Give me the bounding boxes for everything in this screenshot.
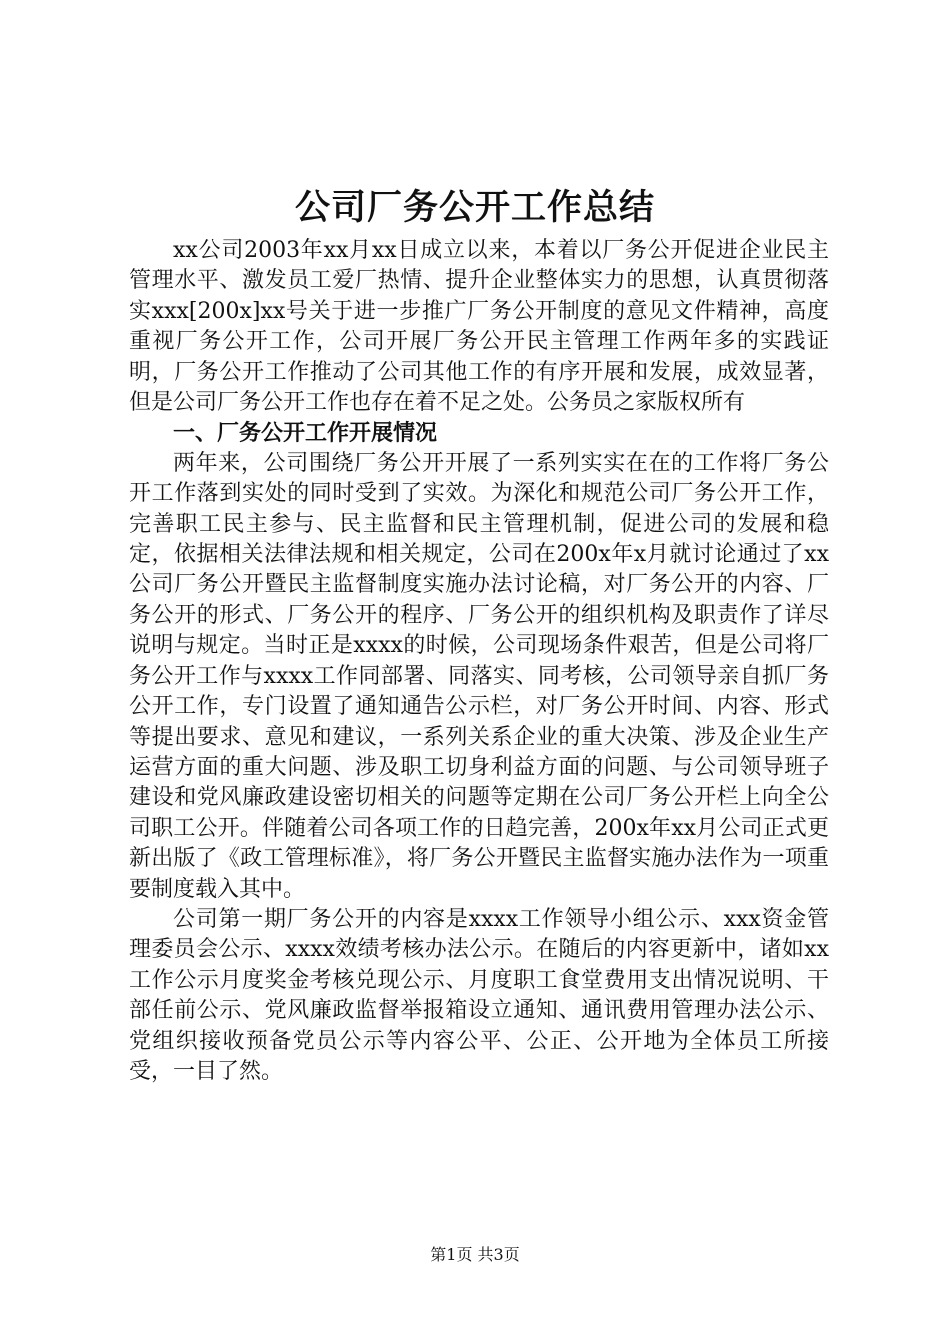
paragraph-section-2: 公司第一期厂务公开的内容是xxxx工作领导小组公示、xxx资金管理委员会公示、xxxx效绩考核办法公示。在随后的内容更新中，诸如xx工作公示月度奖金考核兑现公示、月度职工食堂费用支出情况说明、干部任前公示、党风廉政监督举报箱设立通知、通讯费用管理办法公示、党组织接收预备党员公示等内容公平、公正、公开地为全体员工所接受，一目了然。 — [129, 906, 829, 1084]
document-body — [129, 236, 829, 1087]
paragraph-intro: xx公司2003年xx月xx日成立以来，本着以厂务公开促进企业民主管理水平、激发员工爱厂热情、提升企业整体实力的思想，认真贯彻落实xxx[200x]xx号关于进一步推广厂务公开制度的意见文件精神，高度重视厂务公开工作，公司开展厂务公开民主管理工作两年多的实践证明，厂务公开工作推动了公司其他工作的有序开展和发展，成效显著，但是公司厂务公开工作也存在着不足之处。公务员之家版权所有 — [129, 238, 829, 416]
document-title: 公司厂务公开工作总结 — [294, 187, 655, 228]
page-footer: 第1页 共3页 — [430, 1245, 520, 1264]
section-heading: 一、厂务公开工作开展情况 — [173, 420, 438, 447]
paragraph-section-1: 两年来，公司围绕厂务公开开展了一系列实实在在的工作将厂务公开工作落到实处的同时受到了实效。为深化和规范公司厂务公开工作，完善职工民主参与、民主监督和民主管理机制，促进公司的发展和稳定，依据相关法律法规和相关规定，公司在200x年x月就讨论通过了xx公司厂务公开暨民主监督制度实施办法讨论稿，对厂务公开的内容、厂务公开的形式、厂务公开的程序、厂务公开的组织机构及职责作了详尽说明与规定。当时正是xxxx的时候，公司现场条件艰苦，但是公司将厂务公开工作与xxxx工作同部署、同落实、同考核，公司领导亲自抓厂务公开工作，专门设置了通知通告公示栏，对厂务公开时间、内容、形式等提出要求、意见和建议，一系列关系企业的重大决策、涉及企业生产运营方面的重大问题、涉及职工切身利益方面的问题、与公司领导班子建设和党风廉政建设密切相关的问题等定期在公司厂务公开栏上向全公司职工公开。伴随着公司各项工作的日趋完善，200x年xx月公司正式更新出版了《政工管理标准》，将厂务公开暨民主监督实施办法作为一项重要制度载入其中。 — [129, 450, 829, 902]
